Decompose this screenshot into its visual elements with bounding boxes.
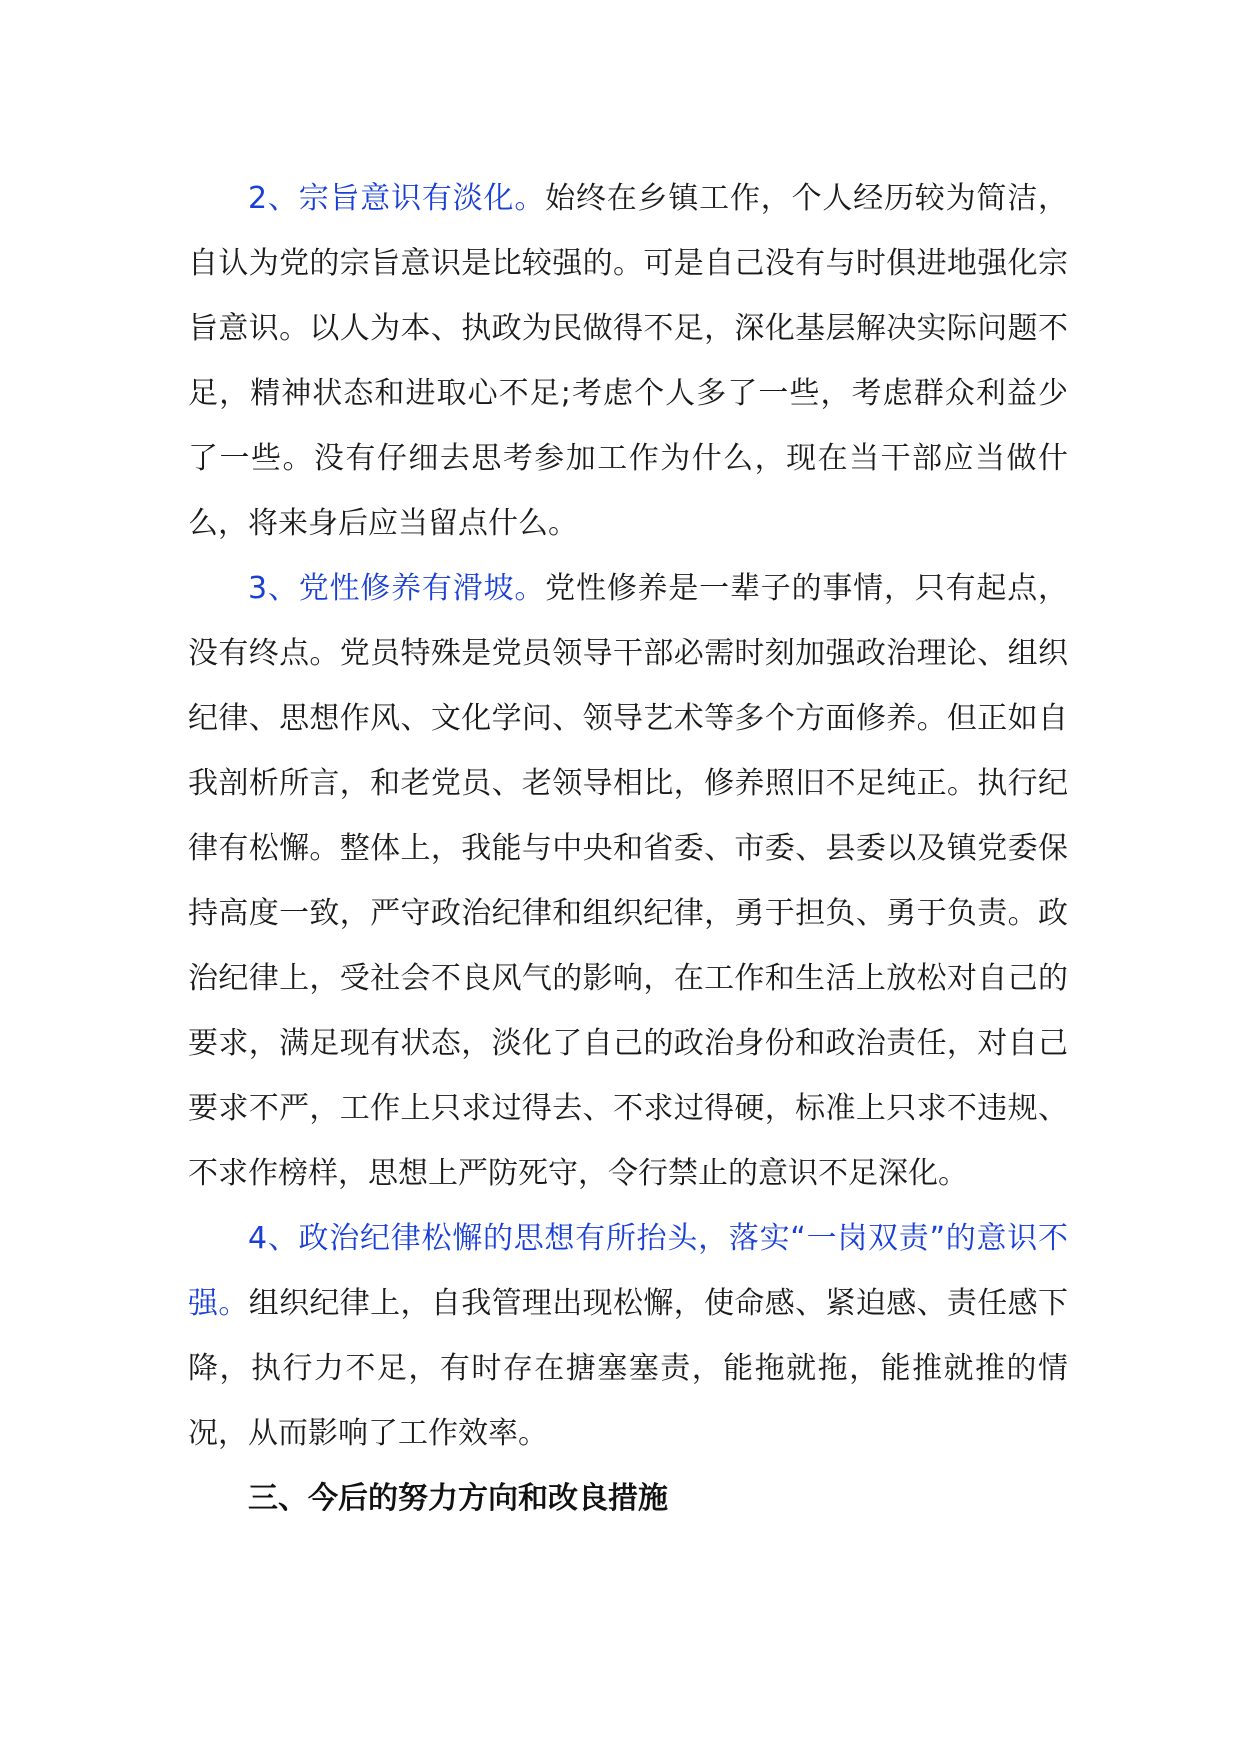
paragraph-lead: 2、宗旨意识有淡化。 [248,181,546,216]
document-page [188,166,1068,1531]
paragraph-political-discipline [188,1206,1068,1466]
paragraph-body: 党性修养是一辈子的事情，只有起点，没有终点。党员特殊是党员领导干部必需时刻加强政治理论、组织纪律、思想作风、文化学问、领导艺术等多个方面修养。但正如自我剖析所言，和老党员、老领导相比，修养照旧不足纯正。执行纪律有松懈。整体上，我能与中央和省委、市委、县委以及镇党委保持高度一致，严守政治纪律和组织纪律，勇于担负、勇于负责。政治纪律上，受社会不良风气的影响，在工作和生活上放松对自己的要求，满足现有状态，淡化了自己的政治身份和政治责任，对自己要求不严，工作上只求过得去、不求过得硬，标准上只求不违规、不求作榜样，思想上严防死守，令行禁止的意识不足深化。 [188,571,1069,1191]
paragraph-lead: 4、政治纪律松懈的思想有所抬头，落实“一岗双责”的意识不强。 [188,1221,1068,1321]
paragraph-purpose-awareness [188,166,1068,556]
paragraph-party-cultivation [188,556,1068,1206]
paragraph-lead: 3、党性修养有滑坡。 [248,571,546,606]
paragraph-body: 始终在乡镇工作，个人经历较为简洁，自认为党的宗旨意识是比较强的。可是自己没有与时俱进地强化宗旨意识。以人为本、执政为民做得不足，深化基层解决实际问题不足，精神状态和进取心不足;考虑个人多了一些，考虑群众利益少了一些。没有仔细去思考参加工作为什么，现在当干部应当做什么，将来身后应当留点什么。 [188,181,1069,541]
paragraph-body: 组织纪律上，自我管理出现松懈，使命感、紧迫感、责任感下降，执行力不足，有时存在搪塞塞责，能拖就拖，能推就推的情况，从而影响了工作效率。 [188,1286,1069,1451]
section-heading: 三、今后的努力方向和改良措施 [248,1481,668,1516]
